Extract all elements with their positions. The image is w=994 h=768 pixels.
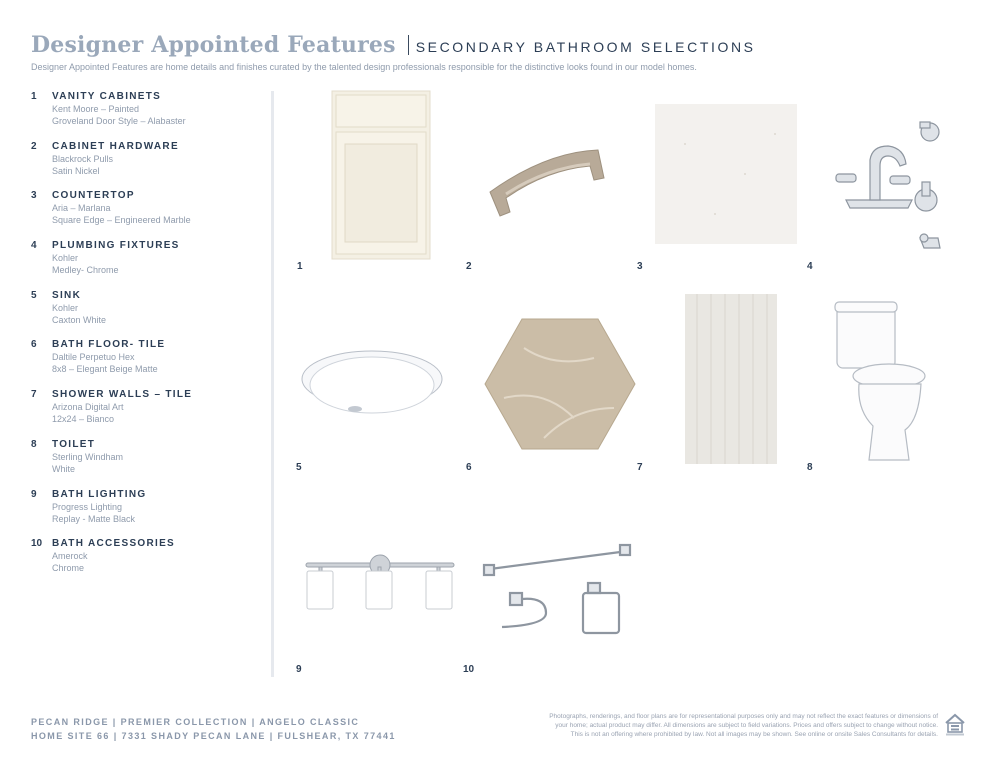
page-title: Designer Appointed Features [31, 32, 396, 58]
item-detail: White [52, 463, 76, 474]
item-detail: Kohler [52, 253, 79, 264]
intro-text: Designer Appointed Features are home details and finishes curated by the talented design professionals responsible for the distinctive looks found in our model homes. [31, 62, 697, 72]
item-name: PLUMBING FIXTURES [52, 240, 180, 252]
item-detail: Daltile Perpetuo Hex [52, 352, 135, 363]
item-detail: Replay - Matte Black [52, 513, 136, 524]
tile-number: 1 [297, 261, 303, 272]
selection-item [31, 141, 266, 191]
item-detail: 12x24 – Bianco [52, 414, 115, 425]
item-detail: Medley- Chrome [52, 265, 119, 276]
item-number: 1 [31, 91, 37, 102]
header [31, 32, 756, 58]
tile-number: 4 [807, 261, 813, 272]
item-name: SHOWER WALLS – TILE [52, 389, 193, 401]
selection-item [31, 339, 266, 389]
selection-item [31, 389, 266, 439]
footer-line: HOME SITE 66 | 7331 SHADY PECAN LANE | FULSHEAR, TX 77441 [31, 731, 396, 741]
tile-number: 3 [637, 261, 643, 272]
item-detail: Blackrock Pulls [52, 153, 114, 164]
selection-item [31, 439, 266, 489]
item-number: 3 [31, 190, 37, 202]
item-detail: Kohler [52, 302, 79, 313]
item-detail: Amerock [52, 551, 88, 562]
item-number: 2 [31, 140, 37, 152]
tile-number: 10 [463, 664, 475, 675]
toilet-image [833, 300, 929, 464]
item-name: COUNTERTOP [52, 190, 135, 202]
cabinet-pull-image [486, 142, 610, 222]
selection-list [31, 91, 266, 588]
title-divider [408, 35, 409, 55]
tile-number: 2 [466, 261, 472, 272]
item-number: 6 [31, 339, 37, 351]
item-detail: Sterling Windham [52, 451, 124, 462]
community-info [31, 715, 396, 743]
wall-tile-image [685, 294, 777, 464]
tile-number: 7 [637, 462, 643, 473]
item-detail: Caxton White [52, 314, 107, 325]
item-number: 7 [31, 389, 37, 401]
item-number: 8 [31, 438, 37, 450]
disclaimer-line: This is not an offering where prohibited by law. Not all images may be shown. See online or onsite Sales Consultants for details. [570, 731, 938, 738]
item-detail: Groveland Door Style – Alabaster [52, 116, 186, 126]
selection-item [31, 91, 266, 141]
item-number: 9 [31, 488, 37, 500]
disclaimer-line: your home; actual product may differ. All dimensions are subject to field variations. Prices and offers subject to change without notice. [555, 722, 938, 729]
tile-number: 5 [296, 462, 302, 473]
footer-line: PECAN RIDGE | PREMIER COLLECTION | ANGELO CLASSIC [31, 717, 360, 727]
selection-item [31, 240, 266, 290]
item-detail: Arizona Digital Art [52, 402, 124, 413]
disclaimer [488, 712, 938, 739]
item-name: CABINET HARDWARE [52, 140, 179, 152]
equal-housing-icon [944, 713, 966, 737]
plumbing-fixtures-image [828, 116, 952, 256]
vertical-divider [271, 91, 274, 677]
selection-item [31, 538, 266, 588]
item-detail: 8x8 – Elegant Beige Matte [52, 364, 158, 375]
page-subtitle: SECONDARY BATHROOM SELECTIONS [415, 39, 756, 55]
item-number: 10 [31, 538, 43, 550]
tile-number: 9 [296, 664, 302, 675]
item-detail: Satin Nickel [52, 165, 100, 176]
tile-number: 8 [807, 462, 813, 473]
item-name: SINK [52, 289, 82, 301]
item-number: 5 [31, 289, 37, 301]
selection-item [31, 489, 266, 539]
bath-accessories-image [482, 543, 634, 639]
vanity-cabinet-image [331, 90, 431, 260]
selection-item [31, 290, 266, 340]
countertop-sample-image [655, 104, 797, 244]
item-detail: Chrome [52, 563, 85, 574]
item-name: BATH ACCESSORIES [52, 538, 176, 550]
vanity-light-image [304, 553, 456, 615]
item-number: 4 [31, 240, 37, 252]
item-name: BATH LIGHTING [52, 488, 147, 500]
item-detail: Square Edge – Engineered Marble [52, 215, 191, 226]
sink-image [300, 349, 444, 419]
selection-item [31, 190, 266, 240]
item-detail: Progress Lighting [52, 501, 123, 512]
item-detail: Kent Moore – Painted [52, 104, 140, 114]
item-name: VANITY CABINETS [52, 91, 162, 102]
item-name: TOILET [52, 438, 96, 450]
item-detail: Aria – Marlana [52, 203, 111, 214]
floor-tile-image [484, 318, 636, 450]
item-name: BATH FLOOR- TILE [52, 339, 166, 351]
tile-number: 6 [466, 462, 472, 473]
disclaimer-line: Photographs, renderings, and floor plans are for representational purposes only and may not reflect the exact features or dimensions of [549, 713, 938, 720]
